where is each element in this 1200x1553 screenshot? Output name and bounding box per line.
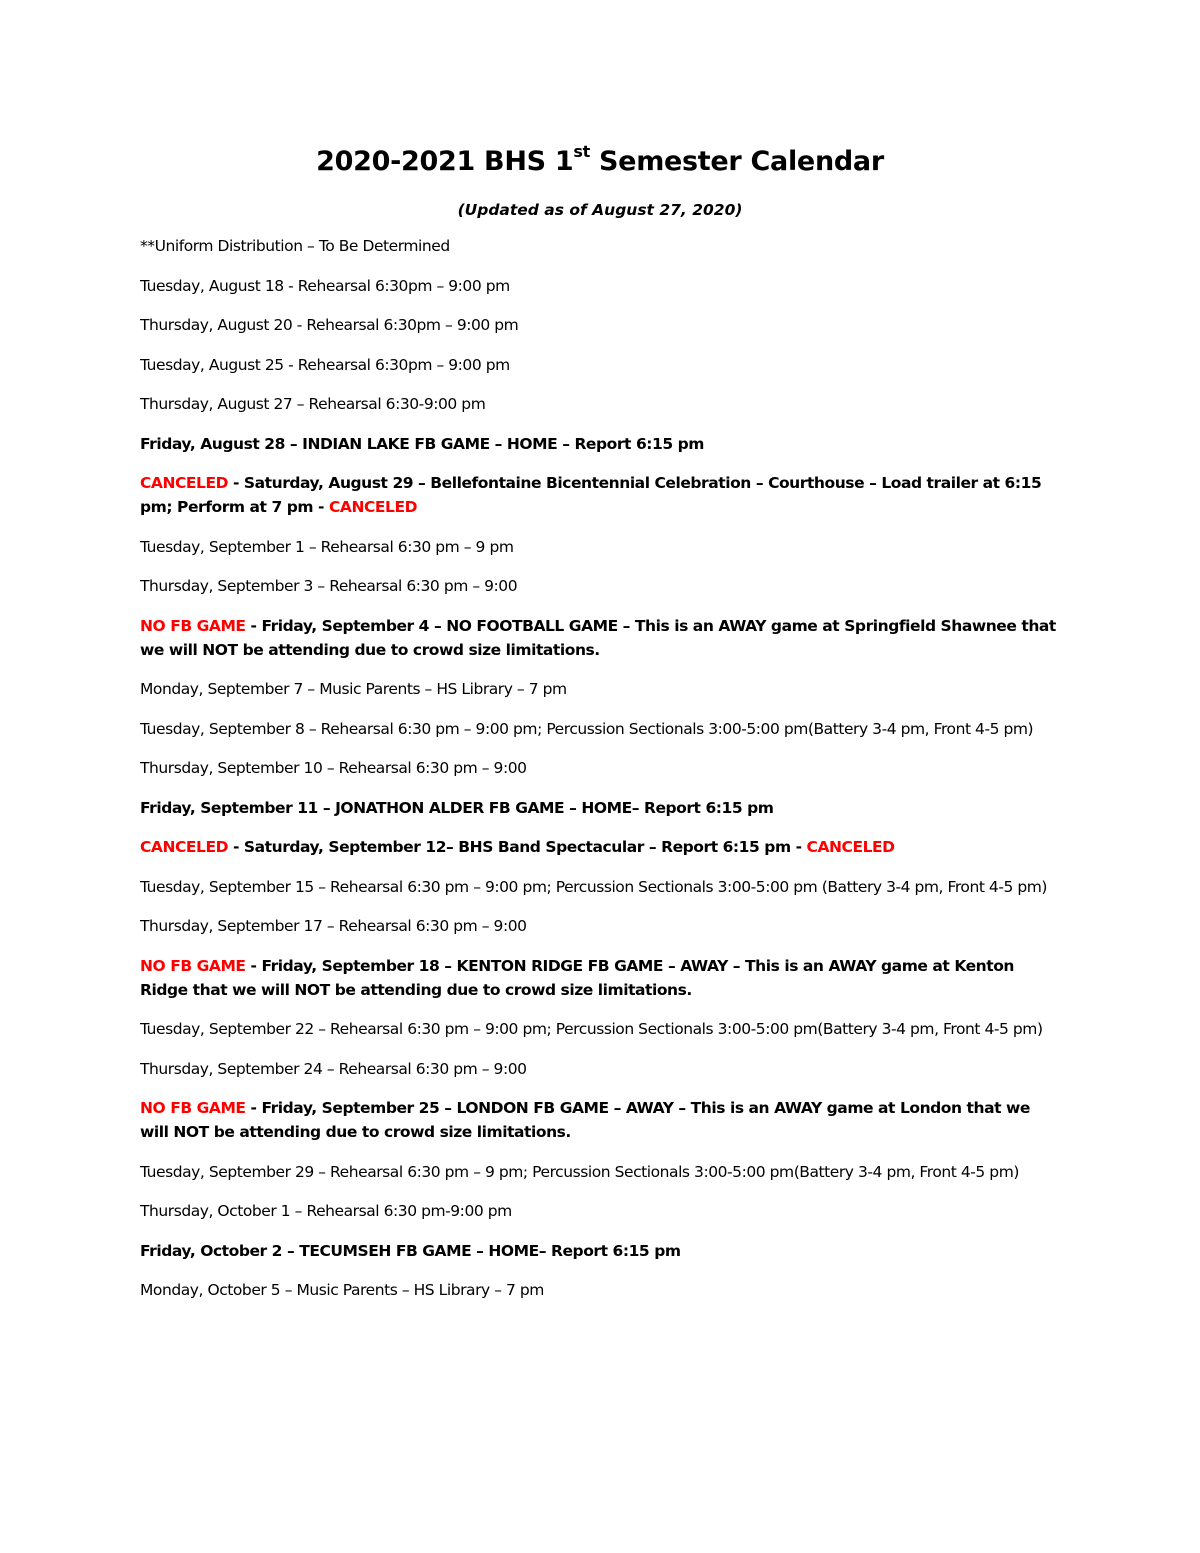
entry-text: Friday, August 28 – INDIAN LAKE FB GAME – HOME – Report 6:15 pm [140,434,704,453]
calendar-entry [140,432,1060,456]
calendar-entry [140,274,1060,298]
entry-text: Tuesday, September 22 – Rehearsal 6:30 pm – 9:00 pm; Percussion Sectionals 3:00-5:00 pm(Battery 3-4 pm, Front 4-5 pm) [140,1020,1043,1038]
calendar-entry [140,756,1060,780]
status-flag: CANCELED [140,838,229,856]
calendar-entry [140,677,1060,701]
entry-text: Thursday, August 27 – Rehearsal 6:30-9:00 pm [140,395,486,413]
entry-text: - Saturday, September 12– BHS Band Spectacular – Report 6:15 pm - [228,838,807,856]
entry-text: Tuesday, September 1 – Rehearsal 6:30 pm – 9 pm [140,537,514,556]
calendar-entry [140,954,1060,1002]
calendar-entry [140,875,1060,899]
calendar-entry [140,1057,1060,1081]
calendar-entry [140,535,1060,559]
status-flag: CANCELED [140,474,229,492]
status-flag: NO FB GAME [140,1099,246,1117]
calendar-entry [140,914,1060,938]
entry-text: Tuesday, August 25 - Rehearsal 6:30pm – 9:00 pm [140,355,510,374]
page-title [140,140,1060,184]
title-rest: Semester Calendar [589,146,884,177]
calendar-entries [140,234,1060,1302]
entry-text: **Uniform Distribution – To Be Determined [140,237,450,255]
entry-text: Friday, September 11 – JONATHON ALDER FB GAME – HOME– Report 6:15 pm [140,798,774,817]
calendar-entry [140,1199,1060,1223]
entry-text: Thursday, September 3 – Rehearsal 6:30 pm – 9:00 [140,577,518,595]
calendar-entry [140,234,1060,258]
calendar-entry [140,796,1060,820]
calendar-entry [140,1160,1060,1184]
calendar-entry [140,1017,1060,1041]
entry-text: Tuesday, August 18 - Rehearsal 6:30pm – 9:00 pm [140,276,510,295]
entry-text: - Friday, September 25 – LONDON FB GAME – AWAY – This is an AWAY game at London that we will NOT be attending due to crowd size limitations. [140,1099,1030,1141]
entry-text: - Friday, September 4 – NO FOOTBALL GAME – This is an AWAY game at Springfield Shawnee that we will NOT be attending due to crowd size limitations. [140,616,1056,659]
status-flag: NO FB GAME [140,956,246,975]
calendar-entry [140,835,1060,859]
entry-text: Thursday, September 10 – Rehearsal 6:30 pm – 9:00 [140,759,527,777]
status-flag: NO FB GAME [140,616,246,635]
entry-text: Thursday, September 17 – Rehearsal 6:30 pm – 9:00 [140,917,527,935]
entry-text: Tuesday, September 8 – Rehearsal 6:30 pm – 9:00 pm; Percussion Sectionals 3:00-5:00 pm(Battery 3-4 pm, Front 4-5 pm) [140,719,1034,738]
title-superscript: st [573,142,590,161]
entry-text: Tuesday, September 15 – Rehearsal 6:30 pm – 9:00 pm; Percussion Sectionals 3:00-5:00 pm (Battery 3-4 pm, Front 4-5 pm) [140,877,1048,896]
status-flag: CANCELED [328,498,418,516]
entry-text: Tuesday, September 29 – Rehearsal 6:30 pm – 9 pm; Percussion Sectionals 3:00-5:00 pm(Battery 3-4 pm, Front 4-5 pm) [140,1162,1019,1181]
calendar-entry [140,471,1060,519]
entry-text: Monday, October 5 – Music Parents – HS Library – 7 pm [140,1281,544,1299]
calendar-entry [140,1278,1060,1302]
title-main: 2020-2021 BHS 1 [316,146,574,177]
calendar-entry [140,392,1060,416]
calendar-entry [140,717,1060,741]
status-flag: CANCELED [806,838,895,856]
entry-text: Thursday, October 1 – Rehearsal 6:30 pm-9:00 pm [140,1202,512,1220]
entry-text: - Friday, September 18 – KENTON RIDGE FB GAME – AWAY – This is an AWAY game at Kenton Ridge that we will NOT be attending due to crowd size limitations. [140,956,1014,999]
entry-text: Thursday, September 24 – Rehearsal 6:30 pm – 9:00 [140,1059,527,1078]
entry-text: Thursday, August 20 - Rehearsal 6:30pm – 9:00 pm [140,316,519,334]
calendar-entry [140,574,1060,598]
entry-text: Friday, October 2 – TECUMSEH FB GAME – HOME– Report 6:15 pm [140,1241,681,1260]
updated-date: (Updated as of August 27, 2020) [457,201,743,219]
calendar-entry [140,313,1060,337]
calendar-entry [140,1096,1060,1144]
entry-text: - Saturday, August 29 – Bellefontaine Bicentennial Celebration – Courthouse – Load trailer at 6:15 pm; Perform at 7 pm - [140,474,1042,516]
calendar-entry [140,614,1060,662]
document-page [140,140,1060,1318]
calendar-entry [140,1239,1060,1263]
calendar-entry [140,353,1060,377]
entry-text: Monday, September 7 – Music Parents – HS Library – 7 pm [140,680,567,698]
